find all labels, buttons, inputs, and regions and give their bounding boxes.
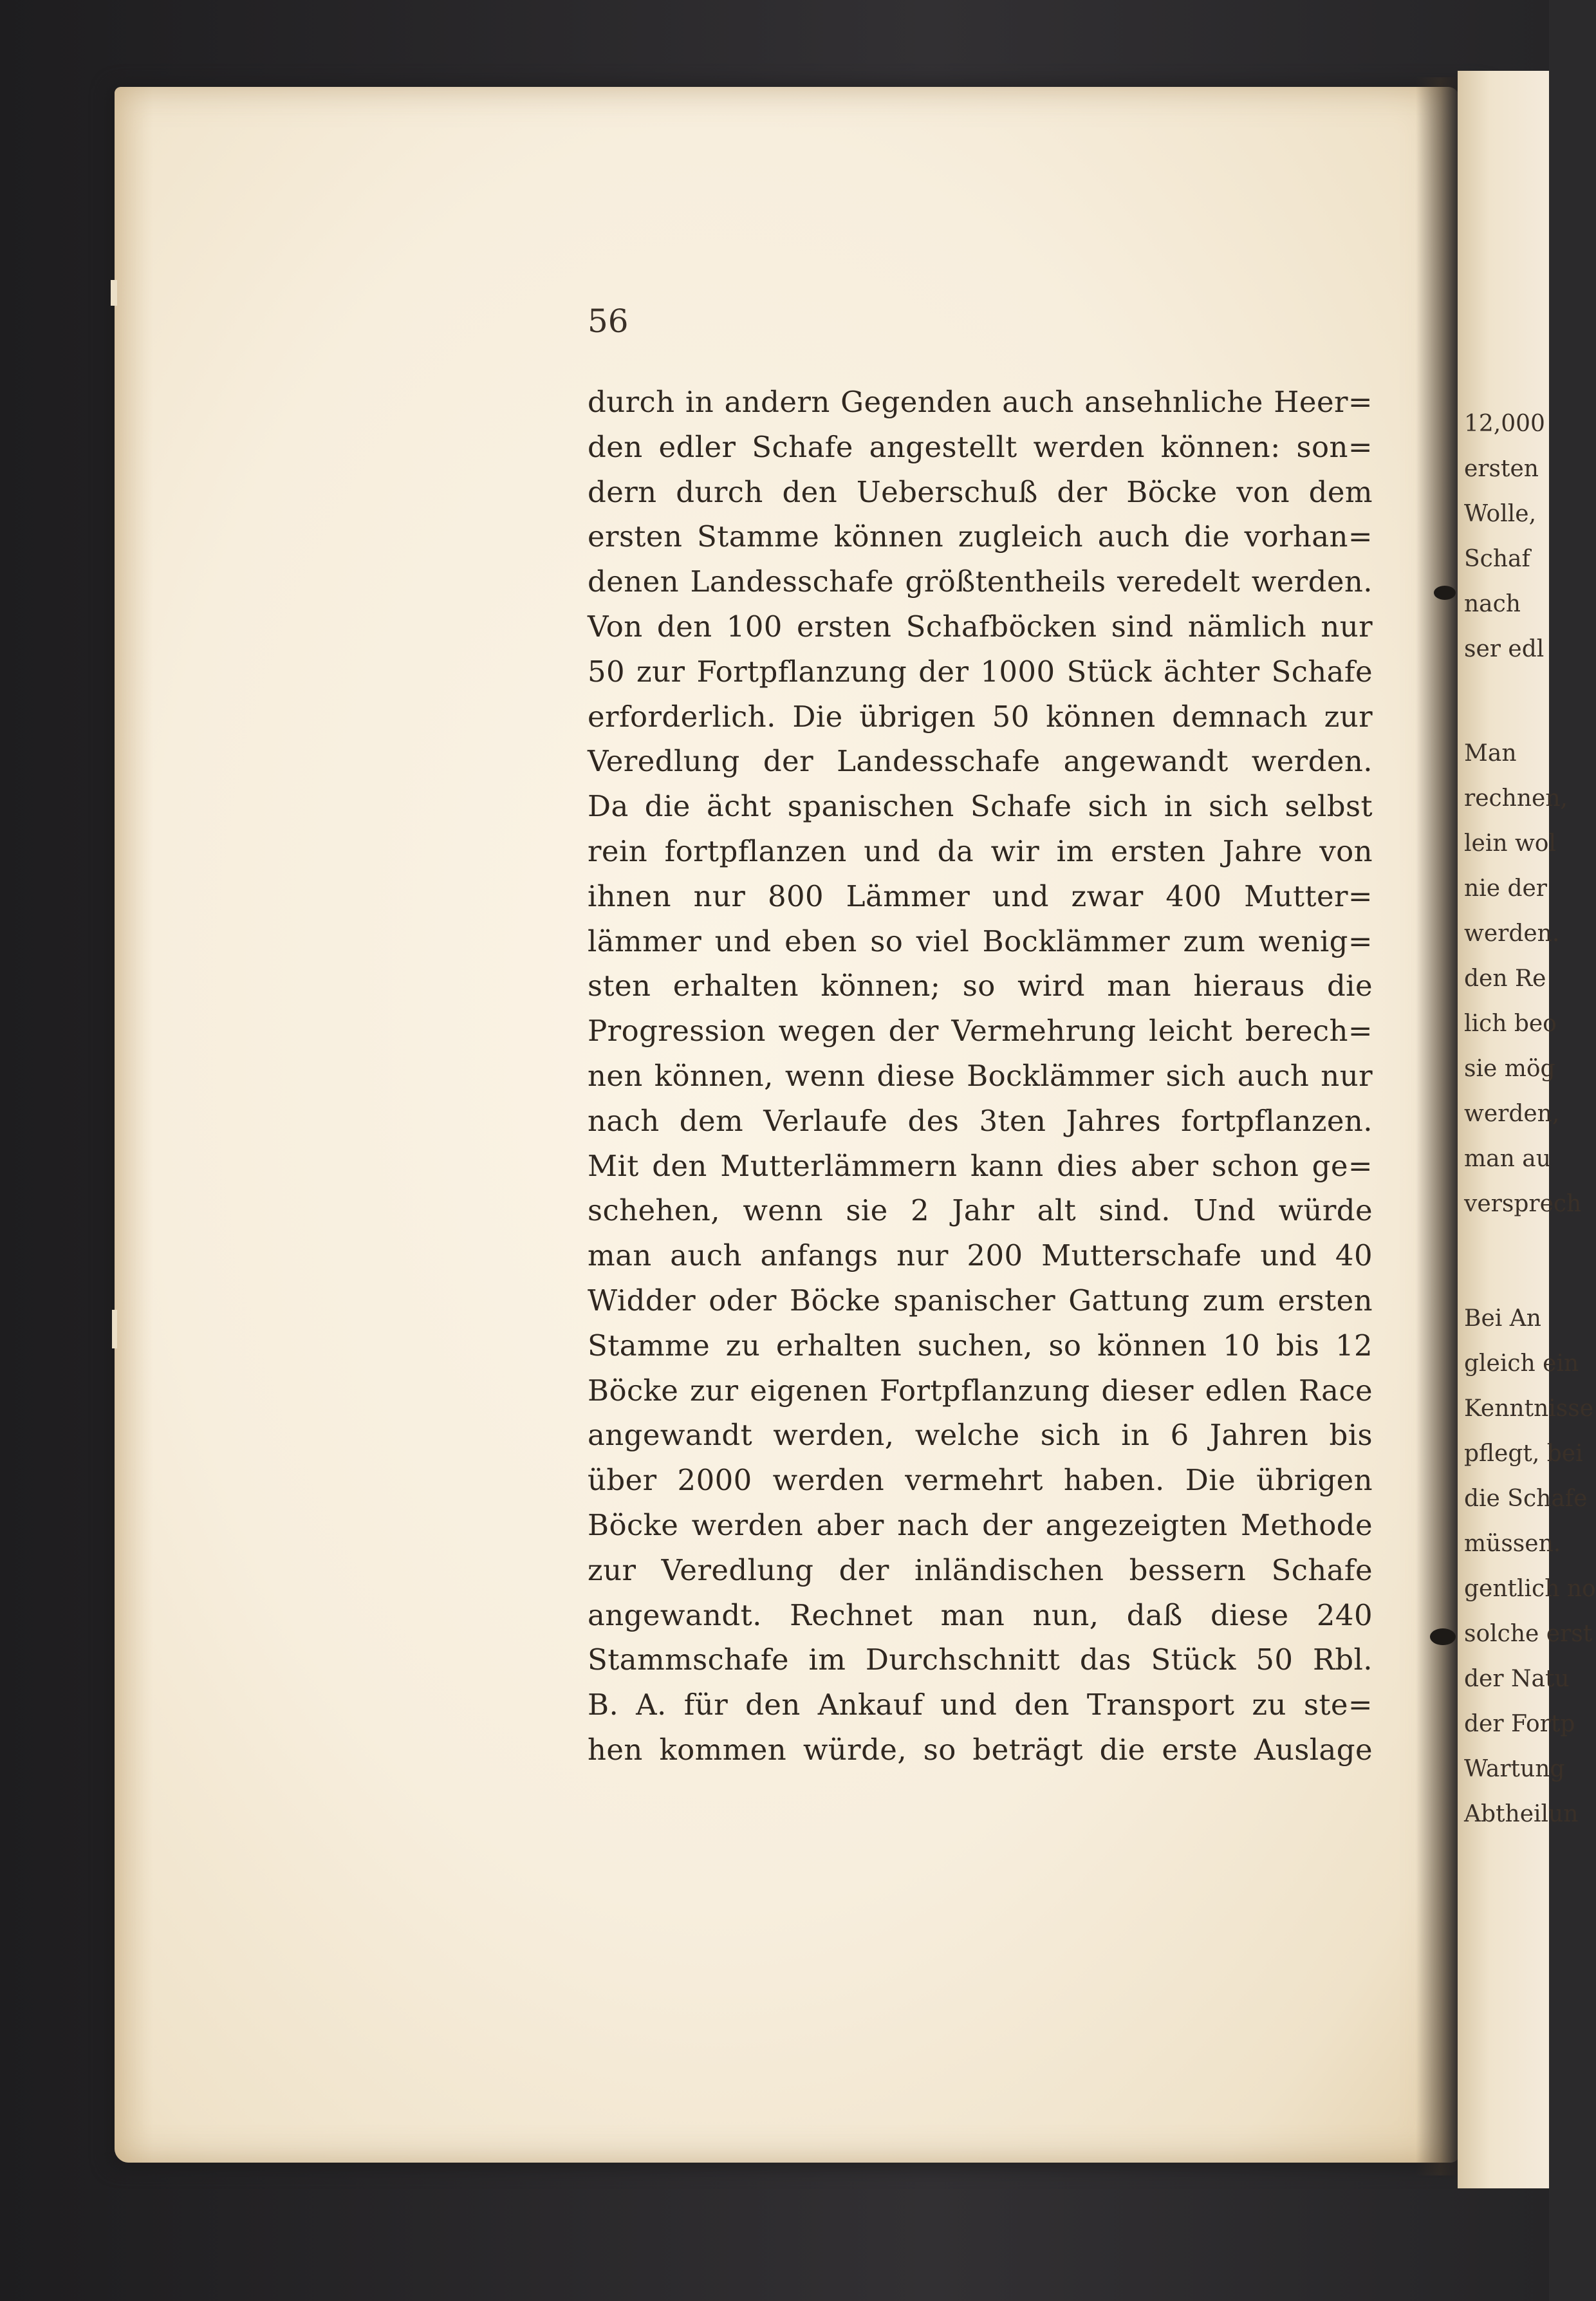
body-text [588,380,1373,1773]
text-line: Da die ächt spanischen Schafe sich in sich selbst [588,789,1373,824]
text-line: denen Landesschafe größtentheils veredelt werden. [588,564,1373,599]
facing-page-fragment: Man [1464,740,1517,767]
page-number: 56 [588,303,629,340]
text-line: ihnen nur 800 Lämmer und zwar 400 Mutter= [588,879,1373,913]
text-line: Böcke werden aber nach der angezeigten Methode [588,1507,1373,1542]
facing-page-fragment: den Re [1464,965,1546,992]
facing-page-fragment: lich beo [1464,1011,1557,1037]
paper-edge-tear [112,1310,117,1348]
text-line: ersten Stamme können zugleich auch die vorhan= [588,519,1373,554]
text-line: 50 zur Fortpflanzung der 1000 Stück ächter Schafe [588,654,1373,689]
paper-edge-tear [111,280,117,306]
text-line: Veredlung der Landesschafe angewandt werden. [588,744,1373,779]
text-line: nen können, wenn diese Bocklämmer sich auch nur [588,1058,1373,1093]
text-line: Von den 100 ersten Schafböcken sind nämlich nur [588,609,1373,644]
text-line: angewandt werden, welche sich in 6 Jahren bis [588,1418,1373,1453]
facing-page-fragment: der Natu [1464,1666,1570,1692]
facing-page-fragment: Bei An [1464,1305,1541,1332]
facing-page-fragment: sie mög [1464,1056,1555,1082]
book-gutter [1416,77,1461,2175]
text-line: lämmer und eben so viel Bocklämmer zum wenig= [588,924,1373,958]
facing-page-fragment: Wolle, [1464,501,1537,527]
facing-page-fragment: solche erst [1464,1621,1593,1647]
text-line: erforderlich. Die übrigen 50 können demnach zur [588,699,1373,734]
text-line: schehen, wenn sie 2 Jahr alt sind. Und würde [588,1193,1373,1228]
text-line: zur Veredlung der inländischen bessern Schafe [588,1552,1373,1587]
ink-blot [1434,586,1456,600]
facing-page-fragment: der Fortp [1464,1711,1575,1737]
text-line: Mit den Mutterlämmern kann dies aber schon ge= [588,1148,1373,1183]
facing-page-fragment: werden, [1464,1101,1560,1127]
facing-page-fragment: Schaf [1464,546,1530,572]
text-line: über 2000 werden vermehrt haben. Die übrigen [588,1463,1373,1498]
facing-page-fragment: 12,000 [1464,411,1545,437]
text-line: Progression wegen der Vermehrung leicht berech= [588,1014,1373,1048]
facing-page-fragment: gentlich no [1464,1576,1596,1602]
text-line: Widder oder Böcke spanischer Gattung zum ersten [588,1283,1373,1318]
facing-page-fragment: nach [1464,591,1521,617]
facing-page-fragment: rechnen, [1464,785,1568,812]
facing-page-fragment: pflegt, bei [1464,1440,1583,1467]
facing-page-fragment: versprech [1464,1191,1582,1217]
facing-page-fragment: nie der [1464,875,1548,902]
text-line: man auch anfangs nur 200 Mutterschafe und 40 [588,1238,1373,1273]
facing-page-fragment: Abtheilun [1464,1801,1579,1827]
text-line: angewandt. Rechnet man nun, daß diese 240 [588,1598,1373,1632]
text-line: Stamme zu erhalten suchen, so können 10 bis 12 [588,1328,1373,1363]
text-line: dern durch den Ueberschuß der Böcke von dem [588,474,1373,509]
facing-page-fragment: die Schafe [1464,1486,1588,1512]
facing-page-fragment: müssen. [1464,1531,1561,1557]
text-line: Stammschafe im Durchschnitt das Stück 50 Rbl. [588,1643,1373,1677]
text-line: sten erhalten können; so wird man hieraus die [588,969,1373,1003]
text-line: Böcke zur eigenen Fortpflanzung dieser edlen Race [588,1373,1373,1408]
facing-page-fragment: man au [1464,1146,1551,1172]
text-line: rein fortpflanzen und da wir im ersten Jahre von [588,834,1373,868]
text-line: durch in andern Gegenden auch ansehnliche Heer= [588,385,1373,419]
facing-page-fragment: gleich ein [1464,1350,1579,1377]
facing-page-fragment: ersten [1464,456,1539,482]
text-line: den edler Schafe angestellt werden können: son= [588,429,1373,464]
facing-page-fragment: werden. [1464,920,1560,947]
text-line: B. A. für den Ankauf und den Transport zu ste= [588,1688,1373,1722]
facing-page-fragment: ser edl [1464,636,1545,662]
ink-blot [1430,1628,1456,1645]
facing-page-fragment: Wartung [1464,1756,1565,1782]
facing-page-fragment: lein wol [1464,830,1556,857]
facing-page-fragment: Kenntnisse [1464,1395,1594,1422]
text-line: nach dem Verlaufe des 3ten Jahres fortpflanzen. [588,1103,1373,1138]
facing-page [1458,71,1596,2188]
text-line: hen kommen würde, so beträgt die erste Auslage [588,1732,1373,1767]
